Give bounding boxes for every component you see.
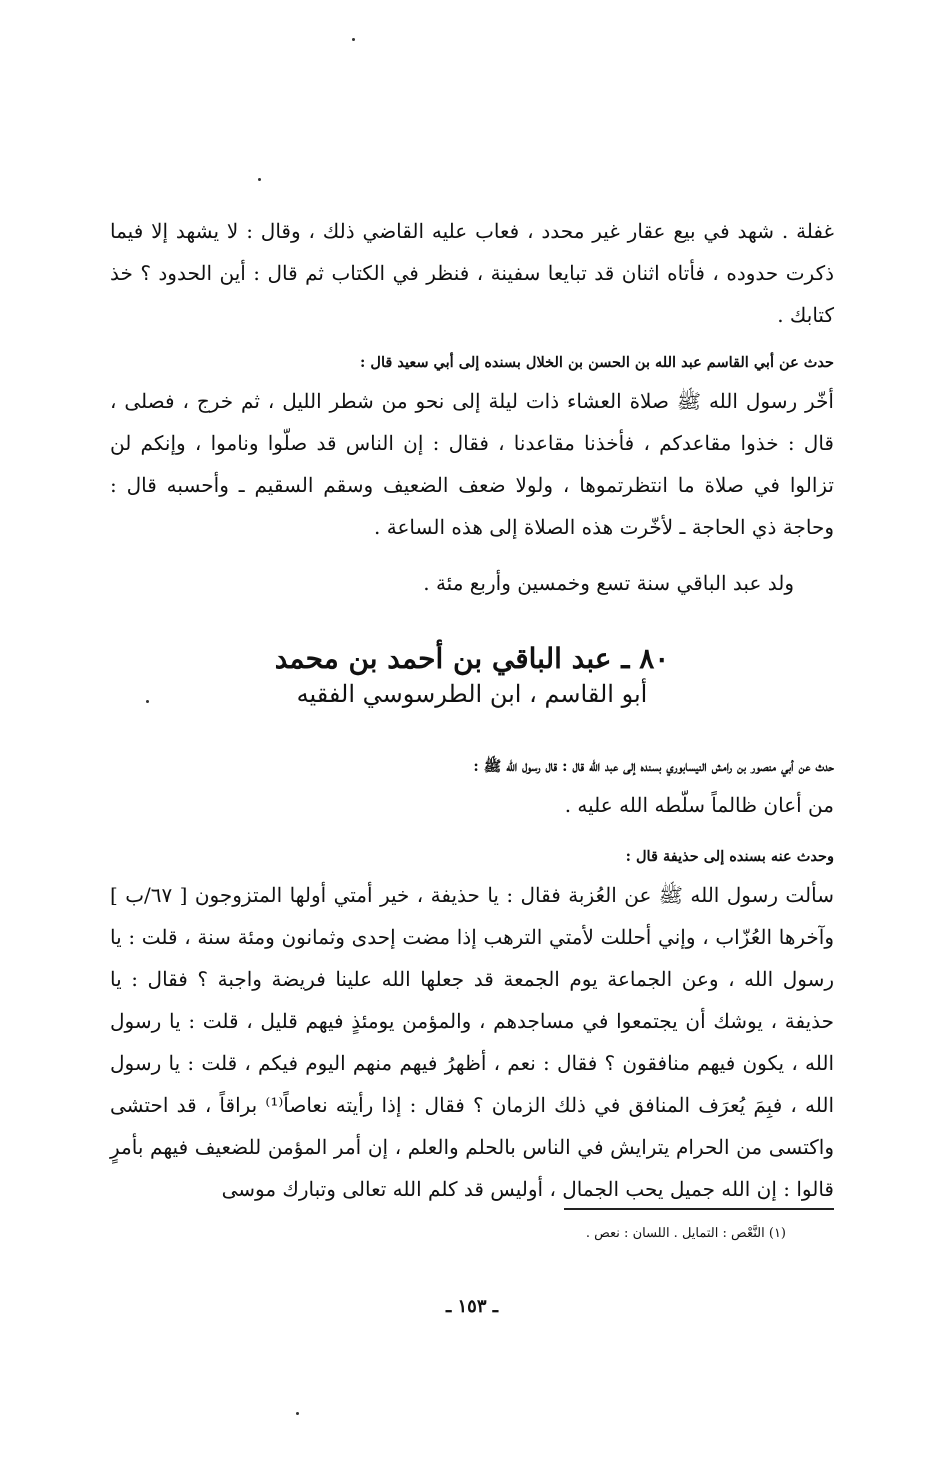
footnote: (١) النَّعْص : التمايل . اللسان : نعص . [585,1226,786,1241]
hadith-text-3: سألت رسول الله ﷺ عن العُزبة فقال : يا حذيفة ، خير أمتي أولها المتزوجون [ ٦٧/ب ] وآخرها العُزّاب ، وإني أحللت لأمتي الترهب إذا مضت إحدى وثمانون ومئة سنة ، قلت : يا رسول الله ، وعن الجماعة يوم الجمعة قد جعلها الله علينا فريضة واجبة ؟ فقال : يا حذيفة ، يوشك أن يجتمعوا في مساجدهم ، والمؤمن يومئذٍ فيهم قليل ، قلت : يا رسول الله ، يكون فيهم منافقون ؟ فقال : نعم ، أظهرُ فيهم منهم اليوم فيكم ، قلت : يا رسول الله ، فبِمَ يُعرَف المنافق في ذلك الزمان ؟ فقال : إذا رأيته نعاصاً⁽¹⁾ براقاً ، قد احتشى واكتسى من الحرام يترايش في الناس بالحلم والعلم ، إن أمر المؤمن للضعيف فيهم بأمرٍ قالوا : إن الله جميل يحب الجمال ، أوليس قد كلم الله تعالى وتبارك موسى [110,883,834,1201]
hadith-text-1-block [110,380,834,548]
hadith-text-2-block [110,784,834,826]
birth-note: ولد عبد الباقي سنة تسع وخمسين وأربع مئة . [423,571,794,595]
scan-speck [258,178,261,181]
hadith-text-1: أخّر رسول الله ﷺ صلاة العشاء ذات ليلة إلى نحو من شطر الليل ، ثم خرج ، فصلى ، قال : خذوا مقاعدكم ، فأخذنا مقاعدنا ، فقال : إن الناس قد صلّوا وناموا ، وإنكم لن تزالوا في صلاة ما انتظرتموها ، ولولا ضعف الضعيف وسقم السقيم ـ وأحسبه قال : وحاجة ذي الحاجة ـ لأخّرت هذه الصلاة إلى هذه الساعة . [110,389,834,539]
paragraph-continuation [110,210,834,336]
scan-speck [352,38,355,41]
entry-title: ٨٠ ـ عبد الباقي بن أحمد بن محمد [274,642,670,675]
footnote-separator [564,1208,834,1210]
page-number: ـ ١٥٣ ـ [445,1296,499,1317]
hadith-intro-2-block [110,752,834,782]
hadith-intro-2: حدث عن أبي منصور بن رامش النيسابوري بسنده إلى عبد الله قال : قال رسول الله ﷺ : [473,758,834,775]
hadith-intro-3-block [110,842,834,872]
hadith-intro-3: وحدث عنه بسنده إلى حذيفة قال : [625,848,834,865]
hadith-text-3-block [110,874,834,1210]
entry-subtitle: أبو القاسم ، ابن الطرسوسي الفقيه [296,680,648,708]
paragraph-1: غفلة . شهد في بيع عقار غير محدد ، فعاب عليه القاضي ذلك ، وقال : لا يشهد إلا فيما ذكرت حدوده ، فأتاه اثنان قد تبايعا سفينة ، فنظر في الكتاب ثم قال : أين الحدود ؟ خذ كتابك . [110,219,834,327]
hadith-intro-1-block [110,348,834,378]
birth-note-block [110,562,834,604]
hadith-text-2: من أعان ظالماً سلّطه الله عليه . [564,793,834,817]
scan-speck [296,1412,299,1415]
hadith-intro-1: حدث عن أبي القاسم عبد الله بن الحسن بن الخلال بسنده إلى أبي سعيد قال : [360,354,834,371]
